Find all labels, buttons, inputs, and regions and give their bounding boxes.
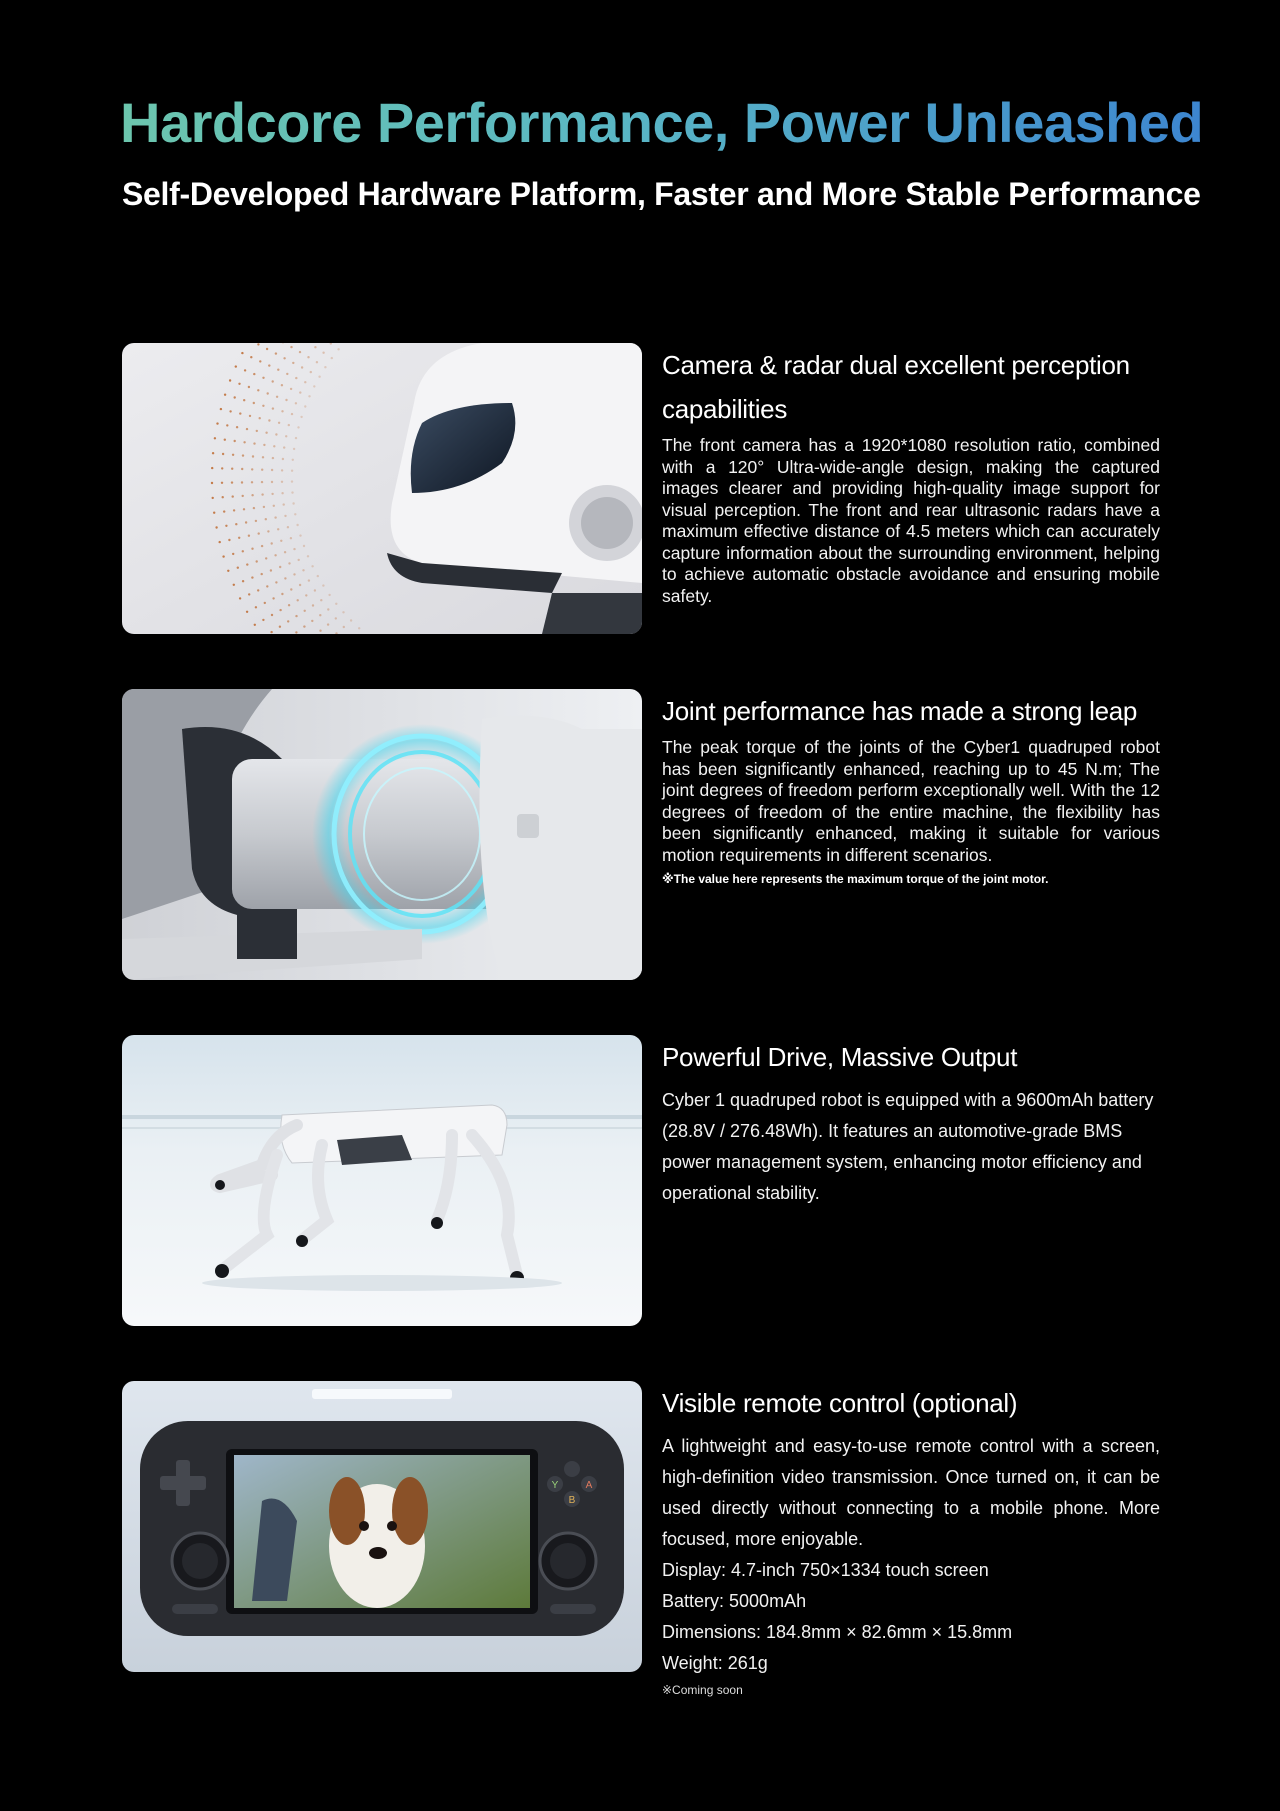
joint-image <box>122 689 642 980</box>
remote-control-text <box>662 1381 1160 1697</box>
section-heading: Powerful Drive, Massive Output <box>662 1042 1018 1072</box>
section-heading: Joint performance has made a strong leap <box>662 696 1138 726</box>
drive-text <box>662 1035 1160 1209</box>
section-heading: Visible remote control (optional) <box>662 1388 1018 1418</box>
b-button: B <box>568 1495 576 1506</box>
remote-control-image <box>122 1381 642 1672</box>
y-button: Y <box>551 1480 559 1491</box>
section-body: The peak torque of the joints of the Cyber1 quadruped robot has been significantly enhanced, reaching up to 45 N.m; The joint degrees of freedom perform exceptionally well. With the 12 degrees of freedom of the entire machine, the flexibility has been significantly enhanced, making it suitable for various motion requirements in different scenarios. <box>662 737 1160 865</box>
joint-motor-illustration <box>122 689 642 980</box>
section-body: Cyber 1 quadruped robot is equipped with a 9600mAh battery (28.8V / 276.48Wh). It features an automotive-grade BMS power management system, enhancing motor efficiency and operational stability. <box>662 1090 1154 1203</box>
camera-radar-image <box>122 343 642 634</box>
robot-dog-image <box>122 1035 642 1326</box>
spec-display: Display: 4.7-inch 750×1334 touch screen <box>662 1560 989 1580</box>
page-subtitle: Self-Developed Hardware Platform, Faster and More Stable Performance <box>122 176 1201 212</box>
camera-radar-text <box>662 343 1160 607</box>
a-button: A <box>585 1480 593 1491</box>
spec-battery: Battery: 5000mAh <box>662 1591 807 1611</box>
spec-dimensions: Dimensions: 184.8mm × 82.6mm × 15.8mm <box>662 1622 1013 1642</box>
page-title: Hardcore Performance, Power Unleashed <box>120 91 1204 154</box>
section-body: The front camera has a 1920*1080 resolution ratio, combined with a 120° Ultra-wide-angle design, making the captured images clearer and providing high-quality image support for visual perception. The front and rear ultrasonic radars have a maximum effective distance of 4.5 meters which can accurately capture information about the surrounding environment, helping to achieve automatic obstacle avoidance and ensuring mobile safety. <box>662 435 1160 606</box>
quadruped-robot-illustration <box>122 1035 642 1326</box>
section-body: A lightweight and easy-to-use remote control with a screen, high-definition video transmission. Once turned on, it can be used directly without connecting to a mobile phone. More focused, more enjoyable. <box>662 1436 1160 1549</box>
coming-soon-note: ※Coming soon <box>662 1683 743 1697</box>
section-heading: Camera & radar dual excellent perception capabilities <box>662 350 1130 424</box>
torque-footnote: ※The value here represents the maximum torque of the joint motor. <box>662 872 1049 886</box>
spec-weight: Weight: 261g <box>662 1653 768 1673</box>
joint-text <box>662 689 1160 886</box>
robot-head-illustration <box>122 343 642 634</box>
remote-controller-illustration <box>122 1381 642 1672</box>
